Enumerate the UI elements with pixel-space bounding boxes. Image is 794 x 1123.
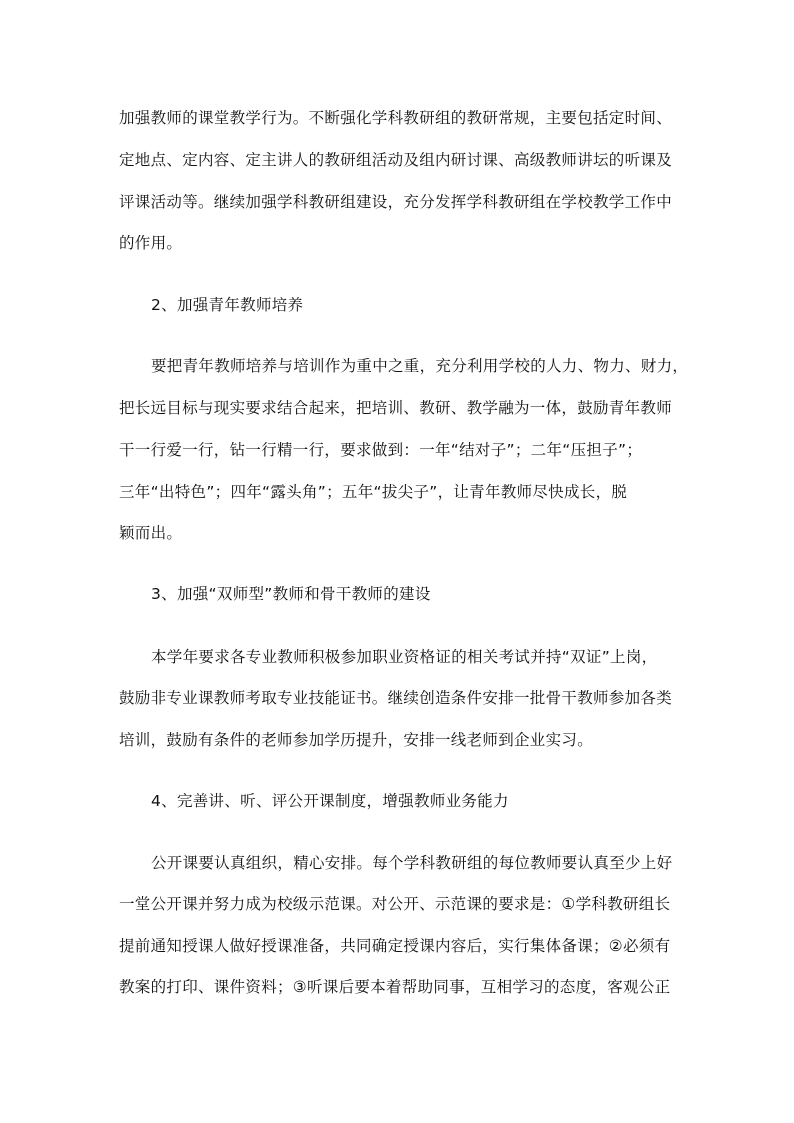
paragraph-2-line-4: 三年“出特色”；四年“露头角”；五年“拔尖子”，让青年教师尽快成长，脱 (119, 483, 628, 501)
paragraph-2-line-5: 颖而出。 (119, 524, 183, 542)
section-heading-4: 4、完善讲、听、评公开课制度，增强教师业务能力 (151, 792, 509, 810)
paragraph-intro-line-1: 加强教师的课堂教学行为。不断强化学科教研组的教研常规，主要包括定时间、 (119, 109, 673, 127)
paragraph-2-line-3: 干一行爱一行，钻一行精一行，要求做到：一年“结对子”；二年“压担子”； (119, 441, 643, 459)
paragraph-3-line-2: 鼓励非专业课教师考取专业技能证书。继续创造条件安排一批骨干教师参加各类 (119, 689, 673, 707)
paragraph-3-line-3: 培训，鼓励有条件的老师参加学历提升，安排一线老师到企业实习。 (119, 731, 594, 749)
paragraph-4-line-2: 一堂公开课并努力成为校级示范课。对公开、示范课的要求是：①学科教研组长 (119, 895, 671, 913)
paragraph-intro-line-4: 的作用。 (119, 234, 183, 252)
paragraph-2-line-2: 把长远目标与现实要求结合起来，把培训、教研、教学融为一体，鼓励青年教师 (119, 399, 673, 417)
paragraph-intro-line-2: 定地点、定内容、定主讲人的教研组活动及组内研讨课、高级教师讲坛的听课及 (119, 151, 673, 169)
paragraph-2-line-1: 要把青年教师培养与培训作为重中之重，充分利用学校的人力、物力、财力， (151, 357, 689, 375)
paragraph-intro-line-3: 评课活动等。继续加强学科教研组建设，充分发挥学科教研组在学校教学工作中 (119, 193, 673, 211)
paragraph-4-line-3: 提前通知授课人做好授课准备，共同确定授课内容后，实行集体备课；②必须有 (119, 937, 671, 955)
paragraph-4-line-1: 公开课要认真组织，精心安排。每个学科教研组的每位教师要认真至少上好 (151, 854, 673, 872)
section-heading-2: 2、加强青年教师培养 (151, 296, 304, 314)
paragraph-4-line-4: 教案的打印、课件资料；③听课后要本着帮助同事，互相学习的态度，客观公正 (119, 978, 671, 996)
paragraph-3-line-1: 本学年要求各专业教师积极参加职业资格证的相关考试并持“双证”上岗， (151, 648, 658, 666)
section-heading-3: 3、加强“双师型”教师和骨干教师的建设 (151, 585, 431, 603)
